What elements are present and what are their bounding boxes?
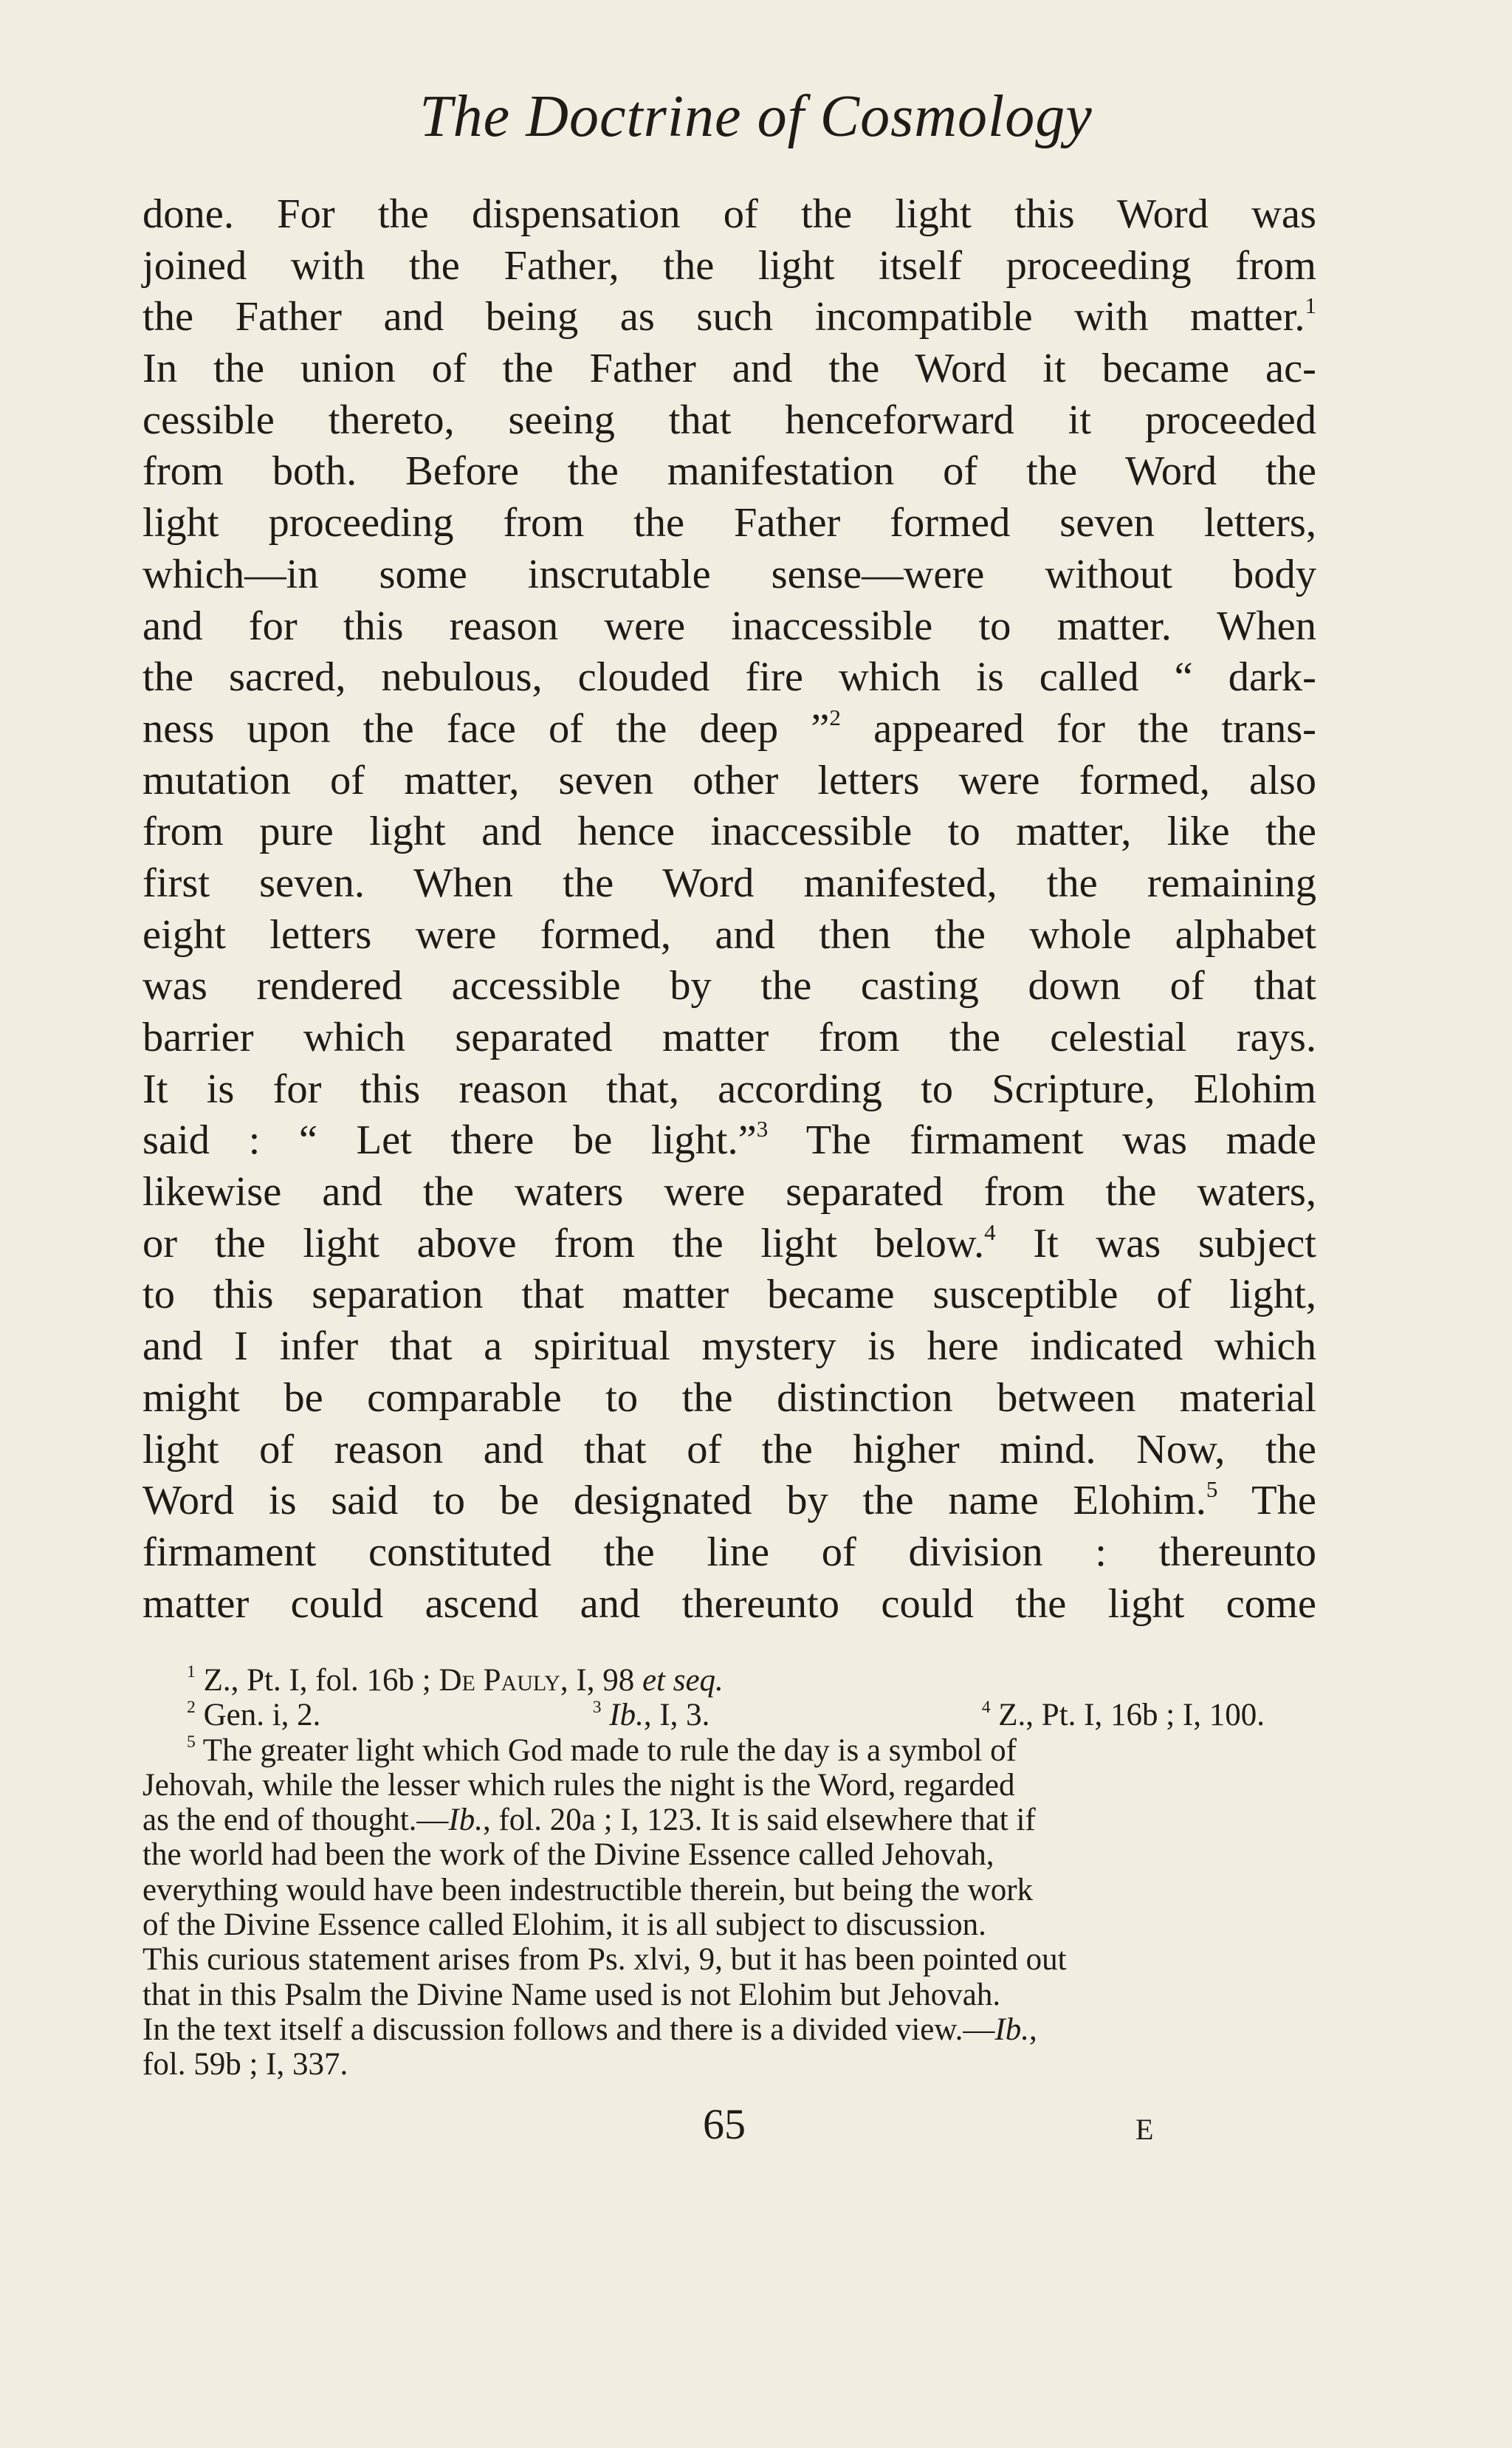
text-line: It is for this reason that, according to Scripture, Elohim <box>142 1066 1316 1112</box>
text-line: done. For the dispensation of the light this Word was <box>142 191 1316 237</box>
footnote-3: $^3$ Ib., I, 3. <box>592 1697 710 1733</box>
footnote-4: $^4$ Z., Pt. I, 16b ; I, 100. <box>981 1697 1265 1733</box>
footnote-ref[interactable]: 5 <box>1206 1476 1218 1503</box>
footnotes <box>142 1663 1316 2082</box>
running-head: The Doctrine of Cosmology <box>419 84 1093 149</box>
text-line: barrier which separated matter from the celestial rays. <box>142 1015 1316 1060</box>
text-line: mutation of matter, seven other letters were formed, also <box>142 757 1316 803</box>
text-line: ness upon the face of the deep ”$^2$ appeared for the trans- <box>142 704 1316 752</box>
text-line: cessible thereto, seeing that henceforward it proceeded <box>142 397 1316 443</box>
footnote-5: $^5$ The greater light which God made to rule the day is a symbol of Jehovah, while the lesser which rules the night is the Word, regarded as the end of thought.—Ib., fol. 20a ; I, 123. It is said elsewhere that if the world had been the work of the Divine Essence called Jehovah, everything would have been indestructible therein, but being the work of the Divine Essence called Elohim, it is all subject to discussion. This curious statement arises from Ps. xlvi, 9, but it has been pointed out that in this Psalm the Divine Name used is not Elohim but Jehovah. In the text itself a discussion follows and there is a divided view.—Ib., fol. 59b ; I, 337. <box>142 1732 1067 2082</box>
footnote-row-2-4 <box>142 1698 1316 1732</box>
footnote-1: $^1$ Z., Pt. I, fol. 16b ; De Pauly, I, 98 et seq. <box>187 1662 724 1698</box>
text-line: from both. Before the manifestation of the Word the <box>142 448 1316 495</box>
text-line: likewise and the waters were separated from the waters, <box>142 1169 1316 1216</box>
text-line: said : “ Let there be light.”$^3$ The firmament was made <box>142 1116 1316 1164</box>
text-line: eight letters were formed, and then the whole alphabet <box>142 911 1316 958</box>
footnote-ref[interactable]: 4 <box>984 1218 996 1245</box>
text-line: first seven. When the Word manifested, the remaining <box>142 860 1316 906</box>
footnote-ref[interactable]: 1 <box>1305 292 1316 319</box>
text-line: to this separation that matter became susceptible of light, <box>142 1272 1316 1318</box>
text-line: and I infer that a spiritual mystery is here indicated which <box>142 1323 1316 1370</box>
text-line: matter could ascend and thereunto could the light come <box>142 1580 1316 1627</box>
body-text <box>142 189 1316 1630</box>
text-line: or the light above from the light below.$^4$ It was subject <box>142 1218 1316 1266</box>
text-line: which—in some inscrutable sense—were without body <box>142 551 1316 597</box>
footnote-2: $^2$ Gen. i, 2. <box>187 1697 321 1733</box>
text-line: from pure light and hence inaccessible to matter, like the <box>142 809 1316 855</box>
text-line: joined with the Father, the light itself proceeding from <box>142 242 1316 289</box>
text-line: was rendered accessible by the casting down of that <box>142 963 1316 1009</box>
text-line: firmament constituted the line of division : thereunto <box>142 1529 1316 1575</box>
text-line: the sacred, nebulous, clouded fire which is called “ dark- <box>142 654 1316 701</box>
text-line: might be comparable to the distinction between material <box>142 1374 1316 1421</box>
text-line: and for this reason were inaccessible to matter. When <box>142 603 1316 649</box>
text-line: light of reason and that of the higher mind. Now, the <box>142 1426 1316 1472</box>
text-line: Word is said to be designated by the name Elohim.$^5$ The <box>142 1476 1316 1524</box>
page-number: 65 <box>703 2100 746 2148</box>
text-line: In the union of the Father and the Word it became ac- <box>142 346 1316 392</box>
text-line: light proceeding from the Father formed seven letters, <box>142 500 1316 546</box>
text-line: the Father and being as such incompatible with matter.$^1$ <box>142 292 1316 340</box>
signature-mark: E <box>1135 2113 1154 2146</box>
footnote-ref[interactable]: 3 <box>756 1116 769 1142</box>
footnote-ref[interactable]: 2 <box>829 704 841 730</box>
